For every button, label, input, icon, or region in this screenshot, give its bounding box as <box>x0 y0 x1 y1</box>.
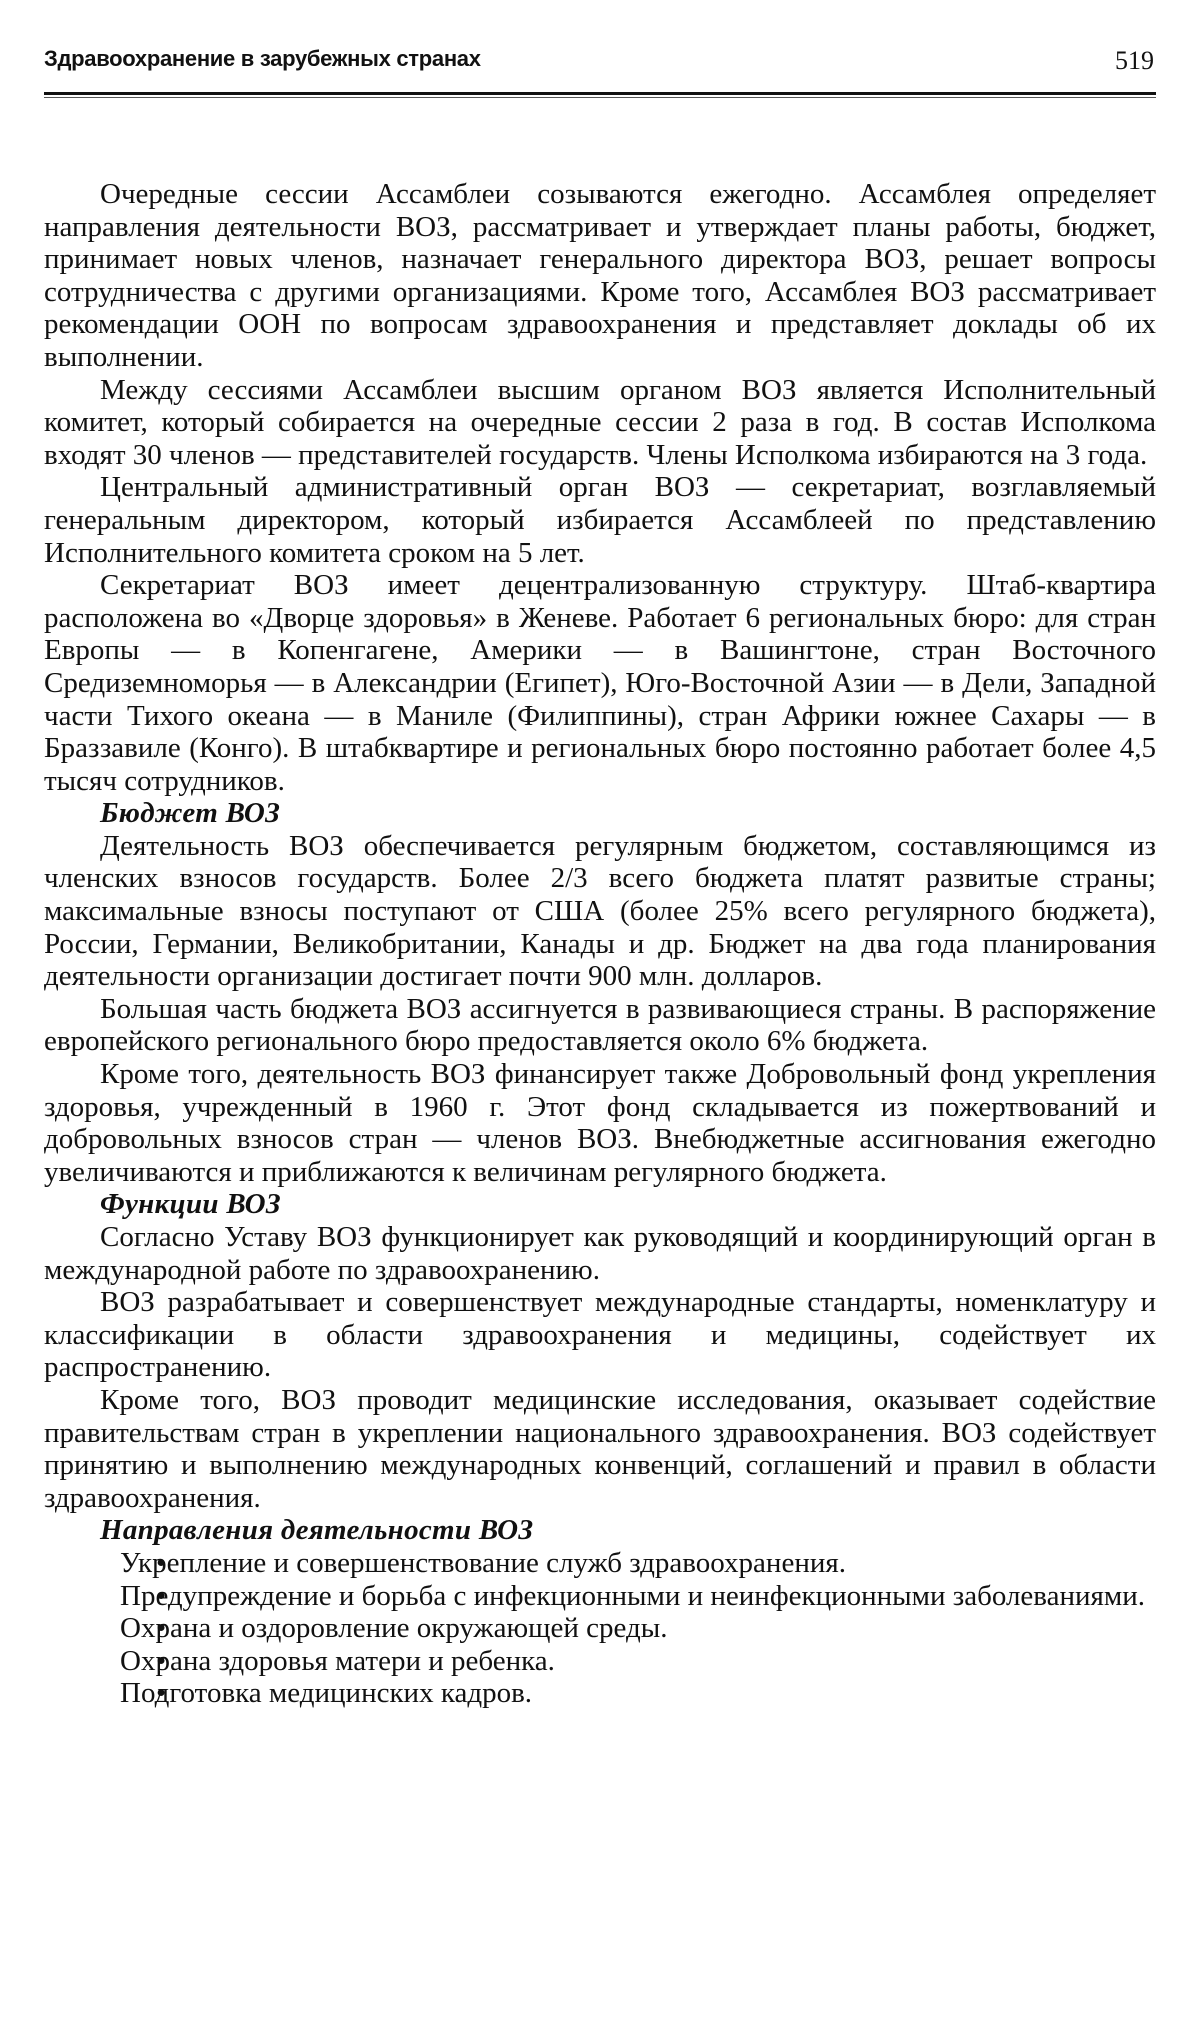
section-heading-budget: Бюджет ВОЗ <box>100 797 281 830</box>
list-item: Охрана и оздоровление окружающей среды. <box>120 1612 668 1645</box>
paragraph: Секретариат ВОЗ имеет децентрализованную структуру. Штаб-квартира расположена во «Дворце здоровья» в Женеве. Работает 6 региональных бюро: для стран Европы — в Копенгагене, Америки — в Вашингтоне, стран Восточного Средиземноморья — в Александрии (Египет), Юго-Восточной Азии — в Дели, Западной части Тихого океана — в Маниле (Филиппины), стран Африки южнее Сахары — в Браззавиле (Конго). В штабквартире и региональных бюро постоянно работает более 4,5 тысяч сотрудников. <box>44 569 1156 797</box>
paragraph: Деятельность ВОЗ обеспечивается регулярным бюджетом, составляющимся из членских взносов государств. Более 2/3 всего бюджета платят развитые страны; максимальные взносы поступают от США (более 25% всего регулярного бюджета), России, Германии, Великобритании, Канады и др. Бюджет на два года планирования деятельности организации достигает почти 900 млн. долларов. <box>44 829 1156 993</box>
paragraph: Между сессиями Ассамблеи высшим органом ВОЗ является Исполнительный комитет, который собирается на очередные сессии 2 раза в год. В состав Исполкома входят 30 членов — представителей государств. Члены Исполкома избираются на 3 года. <box>44 373 1156 471</box>
list-item: Охрана здоровья матери и ребенка. <box>120 1644 555 1677</box>
page-number: 519 <box>1115 46 1154 75</box>
running-head-title: Здравоохранение в зарубежных странах <box>44 46 481 71</box>
directions-list <box>44 1547 1156 1710</box>
section-heading-functions: Функции ВОЗ <box>100 1188 281 1221</box>
paragraph: Очередные сессии Ассамблеи созываются ежегодно. Ассамблея определяет направления деятельности ВОЗ, рассматривает и утверждает планы работы, бюджет, принимает новых членов, назначает генерального директора ВОЗ, решает вопросы сотрудничества с другими организациями. Кроме того, Ассамблея ВОЗ рассматривает рекомендации ООН по вопросам здравоохранения и представляет доклады об их выполнении. <box>44 178 1156 373</box>
paragraph: Центральный административный орган ВОЗ — секретариат, возглавляемый генеральным директором, который избирается Ассамблеей по представлению Исполнительного комитета сроком на 5 лет. <box>44 471 1156 569</box>
paragraph: Согласно Уставу ВОЗ функционирует как руководящий и координирующий орган в международной работе по здравоохранению. <box>44 1221 1156 1286</box>
list-item: Подготовка медицинских кадров. <box>120 1677 533 1710</box>
header-rule-thin <box>44 97 1156 98</box>
header-rule <box>44 92 1156 95</box>
section-heading-directions: Направления деятельности ВОЗ <box>100 1514 534 1547</box>
running-head <box>44 46 1154 86</box>
list-item: Укрепление и совершенствование служб здравоохранения. <box>120 1546 846 1579</box>
paragraph: Большая часть бюджета ВОЗ ассигнуется в развивающиеся страны. В распоряжение европейского регионального бюро предоставляется около 6% бюджета. <box>44 992 1156 1058</box>
paragraph: ВОЗ разрабатывает и совершенствует международные стандарты, номенклатуру и классификации в области здравоохранения и медицины, содействует их распространению. <box>44 1286 1156 1384</box>
body-text <box>44 178 1156 1710</box>
paragraph: Кроме того, деятельность ВОЗ финансирует также Добровольный фонд укрепления здоровья, учрежденный в 1960 г. Этот фонд складывается из пожертвований и добровольных взносов стран — членов ВОЗ. Внебюджетные ассигнования ежегодно увеличиваются и приближаются к величинам регулярного бюджета. <box>44 1058 1156 1188</box>
list-item: Предупреждение и борьба с инфекционными и неинфекционными заболеваниями. <box>120 1579 1145 1612</box>
paragraph: Кроме того, ВОЗ проводит медицинские исследования, оказывает содействие правительствам стран в укреплении национального здравоохранения. ВОЗ содействует принятию и выполнению международных конвенций, соглашений и правил в области здравоохранения. <box>44 1383 1156 1514</box>
